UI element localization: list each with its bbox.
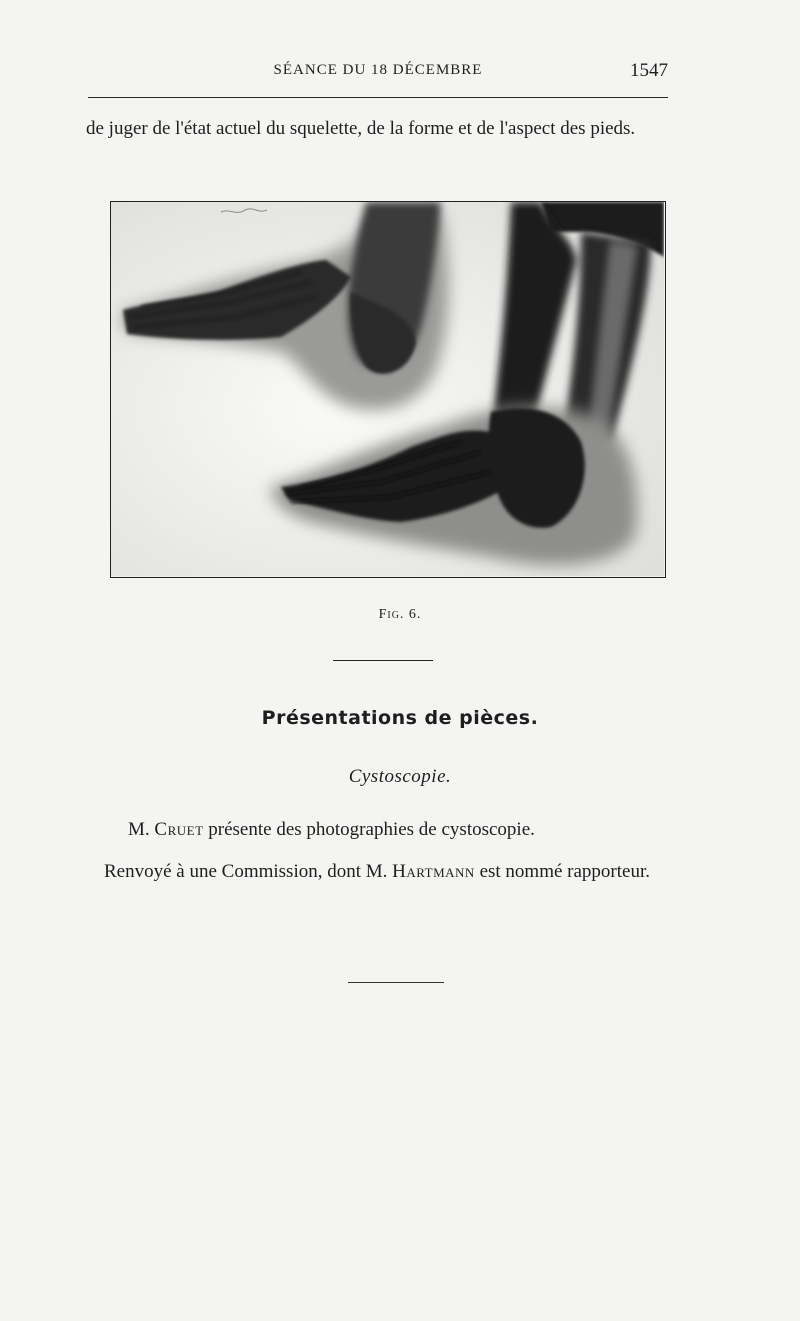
- xray-figure: [110, 201, 666, 578]
- paragraph-commission: [86, 857, 668, 886]
- running-title: SÉANCE DU 18 DÉCEMBRE: [273, 62, 483, 78]
- author-name: Cruet: [154, 819, 204, 840]
- paragraph-prefix: M.: [128, 819, 155, 840]
- page-number: 1547: [630, 60, 668, 81]
- section-title: Présentations de pièces.: [261, 707, 539, 729]
- end-rule: [348, 982, 444, 983]
- section-divider: [333, 660, 433, 661]
- figure-caption: Fig. 6.: [378, 607, 422, 622]
- xray-feet-image: [111, 202, 664, 576]
- header-rule: [88, 97, 668, 98]
- rapporteur-name: Hartmann: [392, 861, 475, 882]
- paragraph-text: présente des photographies de cystoscopie.: [203, 819, 535, 840]
- running-head: [88, 60, 668, 86]
- paragraph-text: est nommé rapporteur.: [474, 861, 651, 882]
- paragraph-cruet: [86, 815, 668, 844]
- intro-paragraph: de juger de l'état actuel du squelette, de la forme et de l'aspect des pieds.: [86, 118, 636, 139]
- paragraph-prefix: Renvoyé à une Commission, dont M.: [104, 861, 393, 882]
- subsection-title: Cystoscopie.: [348, 766, 452, 787]
